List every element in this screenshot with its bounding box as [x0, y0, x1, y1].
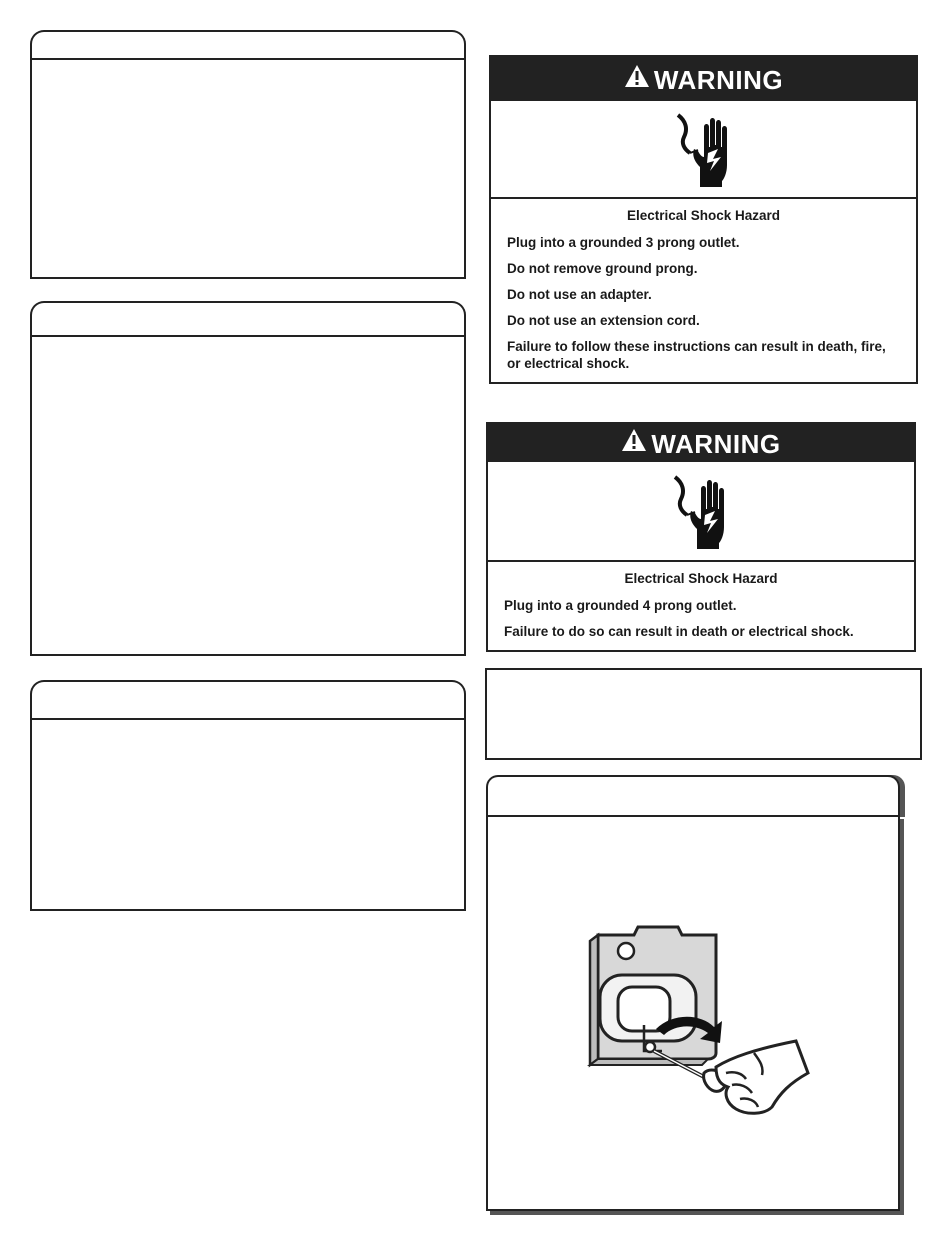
warning-box-4-prong — [486, 422, 916, 652]
illustration-box-tab — [486, 775, 900, 817]
illustration-box-body — [486, 815, 900, 1211]
hazard-title: Electrical Shock Hazard — [624, 571, 778, 586]
warning-line: Do not use an adapter. — [507, 287, 652, 302]
warning-header-text: WARNING — [653, 65, 784, 95]
left-box-1 — [30, 30, 466, 279]
warning-line: Failure to do so can result in death or electrical shock. — [504, 624, 854, 639]
warning-header-text: WARNING — [651, 429, 781, 459]
warning-triangle-icon — [624, 56, 650, 102]
warning-header — [488, 424, 914, 462]
left-box-1-body — [30, 58, 466, 279]
hazard-title: Electrical Shock Hazard — [626, 208, 781, 223]
left-box-3-tab — [30, 680, 466, 720]
left-box-3 — [30, 680, 466, 911]
warning-line: Plug into a grounded 3 prong outlet. — [507, 235, 740, 250]
warning-line: Plug into a grounded 4 prong outlet. — [504, 598, 737, 613]
electrical-shock-hand-icon — [664, 109, 744, 189]
electrical-shock-hand-icon — [661, 470, 741, 552]
warning-header — [491, 57, 916, 101]
warning-line: Do not remove ground prong. — [507, 261, 698, 276]
warning-text — [491, 199, 916, 372]
warning-triangle-icon — [621, 423, 647, 463]
left-box-2-tab — [30, 301, 466, 337]
empty-note-box — [485, 668, 922, 760]
shock-icon-row — [488, 462, 914, 562]
warning-box-3-prong — [489, 55, 918, 384]
warning-line: Do not use an extension cord. — [507, 313, 700, 328]
left-box-2-body — [30, 335, 466, 656]
warning-line: Failure to follow these instructions can result in death, fire, or electrical shock. — [507, 339, 886, 371]
terminal-block-cover-screwdriver-illustration — [576, 917, 836, 1127]
shock-icon-row — [491, 101, 916, 199]
warning-text — [488, 562, 914, 640]
left-box-3-body — [30, 718, 466, 911]
illustration-box — [486, 775, 910, 1220]
left-box-2 — [30, 301, 466, 656]
left-box-1-tab — [30, 30, 466, 60]
